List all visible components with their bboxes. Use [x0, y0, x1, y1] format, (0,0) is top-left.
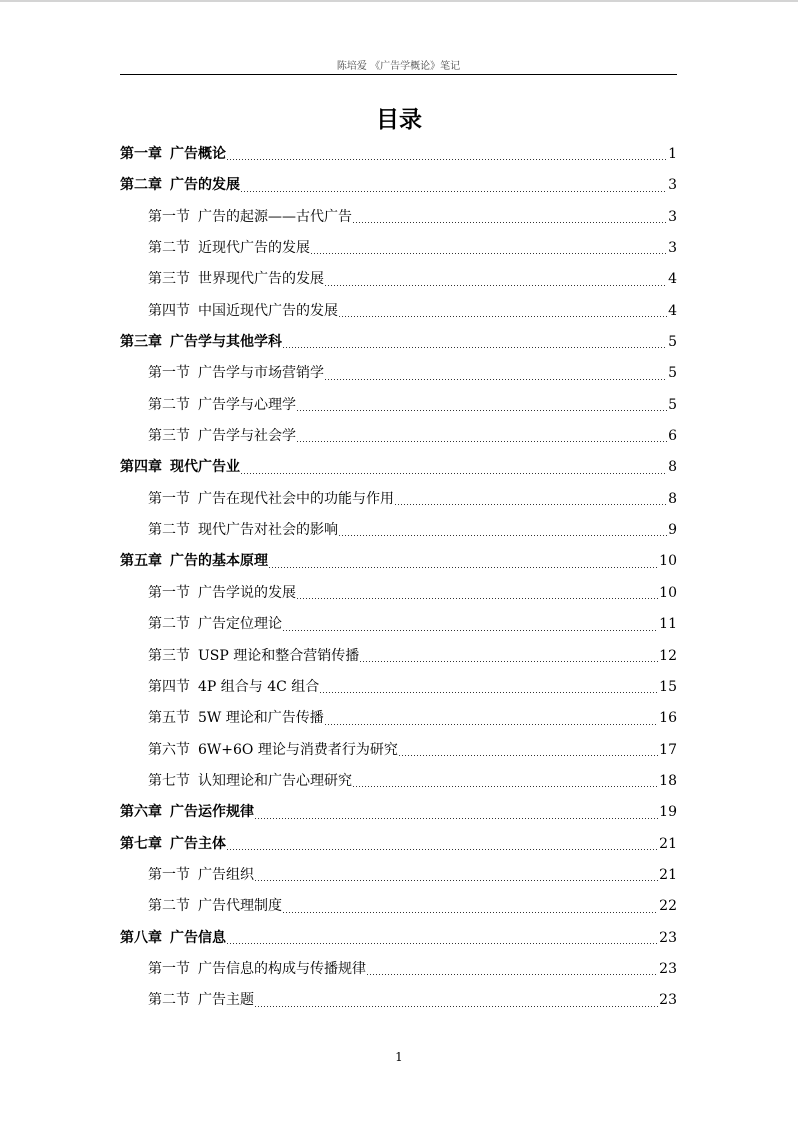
- toc-entry-page: 23: [659, 960, 677, 977]
- toc-chapter-entry[interactable]: [120, 923, 677, 954]
- toc-dot-leader: [311, 253, 667, 254]
- toc-entry-title: 广告学与市场营销学: [198, 365, 324, 382]
- toc-entry-number: 第二节: [148, 396, 190, 413]
- toc-dot-leader: [353, 222, 667, 223]
- toc-dot-leader: [255, 818, 658, 819]
- toc-entry-title: 广告运作规律: [170, 804, 254, 821]
- toc-entry-number: 第七章: [120, 835, 162, 852]
- running-header: 陈培爱 《广告学概论》笔记: [336, 61, 461, 72]
- toc-entry-title: 近现代广告的发展: [198, 240, 310, 257]
- toc-entry-number: 第一节: [148, 490, 190, 507]
- toc-entry-title: 广告的基本原理: [170, 553, 268, 570]
- toc-entry-number: 第二节: [148, 898, 190, 915]
- toc-entry-number: 第二节: [148, 240, 190, 257]
- toc-chapter-entry[interactable]: [120, 170, 677, 201]
- toc-entry-title: 广告信息: [170, 929, 226, 946]
- toc-dot-leader: [325, 724, 658, 725]
- toc-dot-leader: [283, 347, 667, 348]
- toc-entry-page: 4: [668, 271, 677, 288]
- toc-entry-page: 8: [668, 459, 677, 476]
- toc-section-entry[interactable]: [120, 735, 677, 766]
- toc-entry-page: 5: [668, 396, 677, 413]
- toc-entry-page: 19: [659, 804, 677, 821]
- toc-section-entry[interactable]: [120, 578, 677, 609]
- toc-section-entry[interactable]: [120, 421, 677, 452]
- toc-dot-leader: [283, 630, 658, 631]
- toc-dot-leader: [367, 974, 658, 975]
- toc-section-entry[interactable]: [120, 641, 677, 672]
- toc-dot-leader: [227, 159, 667, 160]
- toc-entry-title: 世界现代广告的发展: [198, 271, 324, 288]
- toc-entry-number: 第三章: [120, 334, 162, 351]
- toc-chapter-entry[interactable]: [120, 452, 677, 483]
- toc-entry-number: 第二节: [148, 992, 190, 1009]
- toc-chapter-entry[interactable]: [120, 327, 677, 358]
- toc-chapter-entry[interactable]: [120, 546, 677, 577]
- toc-section-entry[interactable]: [120, 609, 677, 640]
- toc-dot-leader: [227, 849, 658, 850]
- toc-dot-leader: [297, 410, 667, 411]
- toc-entry-page: 21: [659, 835, 677, 852]
- toc-entry-number: 第二章: [120, 177, 162, 194]
- toc-entry-page: 3: [668, 240, 677, 257]
- toc-entry-title: 中国近现代广告的发展: [198, 302, 338, 319]
- toc-entry-title: 广告学说的发展: [198, 584, 296, 601]
- toc-entry-title: 广告的起源——古代广告: [198, 208, 352, 225]
- toc-entry-number: 第六章: [120, 804, 162, 821]
- toc-entry-title: 现代广告对社会的影响: [198, 522, 338, 539]
- toc-entry-title: 4P 组合与 4C 组合: [198, 678, 320, 695]
- toc-list: [120, 139, 677, 1017]
- header-rule: [120, 74, 677, 75]
- toc-entry-title: 广告主体: [170, 835, 226, 852]
- toc-entry-page: 17: [659, 741, 677, 758]
- toc-dot-leader: [241, 473, 667, 474]
- toc-entry-page: 3: [668, 177, 677, 194]
- toc-chapter-entry[interactable]: [120, 797, 677, 828]
- toc-entry-title: 广告主题: [198, 992, 254, 1009]
- toc-section-entry[interactable]: [120, 296, 677, 327]
- toc-section-entry[interactable]: [120, 484, 677, 515]
- toc-section-entry[interactable]: [120, 515, 677, 546]
- toc-entry-page: 22: [659, 898, 677, 915]
- toc-entry-page: 10: [659, 553, 677, 570]
- toc-entry-number: 第一节: [148, 365, 190, 382]
- toc-entry-number: 第一节: [148, 208, 190, 225]
- toc-chapter-entry[interactable]: [120, 139, 677, 170]
- toc-entry-page: 3: [668, 208, 677, 225]
- toc-entry-number: 第三节: [148, 271, 190, 288]
- toc-dot-leader: [339, 535, 667, 536]
- toc-dot-leader: [399, 755, 658, 756]
- toc-entry-number: 第一章: [120, 146, 162, 162]
- toc-dot-leader: [339, 316, 667, 317]
- toc-section-entry[interactable]: [120, 703, 677, 734]
- toc-entry-number: 第四节: [148, 678, 190, 695]
- toc-entry-page: 18: [659, 772, 677, 789]
- page-number: 1: [395, 1050, 403, 1064]
- toc-section-entry[interactable]: [120, 358, 677, 389]
- toc-dot-leader: [297, 441, 667, 442]
- toc-entry-number: 第四章: [120, 459, 162, 476]
- toc-section-entry[interactable]: [120, 672, 677, 703]
- toc-dot-leader: [395, 504, 667, 505]
- toc-entry-number: 第一节: [148, 584, 190, 601]
- toc-entry-title: 广告概论: [170, 146, 226, 162]
- toc-section-entry[interactable]: [120, 233, 677, 264]
- toc-entry-title: 认知理论和广告心理研究: [198, 772, 352, 789]
- toc-entry-title: 5W 理论和广告传播: [198, 710, 324, 727]
- toc-section-entry[interactable]: [120, 766, 677, 797]
- toc-entry-title: 广告的发展: [170, 177, 240, 194]
- toc-dot-leader: [297, 598, 658, 599]
- toc-entry-page: 5: [668, 334, 677, 351]
- toc-entry-number: 第三节: [148, 428, 190, 445]
- toc-section-entry[interactable]: [120, 954, 677, 985]
- toc-entry-number: 第一节: [148, 866, 190, 883]
- toc-section-entry[interactable]: [120, 202, 677, 233]
- toc-entry-page: 10: [659, 584, 677, 601]
- toc-entry-number: 第二节: [148, 616, 190, 633]
- toc-entry-page: 8: [668, 490, 677, 507]
- page-top-edge: [0, 0, 798, 2]
- toc-dot-leader: [320, 692, 658, 693]
- toc-dot-leader: [269, 567, 658, 568]
- toc-entry-number: 第六节: [148, 741, 190, 758]
- toc-entry-title: 广告代理制度: [198, 898, 282, 915]
- toc-entry-title: USP 理论和整合营销传播: [198, 647, 360, 664]
- toc-dot-leader: [241, 191, 667, 192]
- toc-entry-page: 23: [659, 992, 677, 1009]
- toc-dot-leader: [283, 912, 658, 913]
- toc-entry-number: 第二节: [148, 522, 190, 539]
- toc-entry-page: 16: [659, 710, 677, 727]
- toc-section-entry[interactable]: [120, 860, 677, 891]
- toc-entry-page: 11: [659, 616, 677, 633]
- toc-entry-page: 1: [668, 146, 677, 162]
- toc-entry-number: 第八章: [120, 929, 162, 946]
- toc-entry-number: 第一节: [148, 960, 190, 977]
- toc-dot-leader: [325, 379, 667, 380]
- toc-entry-page: 5: [668, 365, 677, 382]
- toc-entry-number: 第四节: [148, 302, 190, 319]
- toc-entry-page: 12: [659, 647, 677, 664]
- toc-dot-leader: [255, 880, 658, 881]
- toc-entry-title: 广告学与其他学科: [170, 334, 282, 351]
- toc-section-entry[interactable]: [120, 264, 677, 295]
- toc-entry-title: 广告定位理论: [198, 616, 282, 633]
- toc-entry-page: 15: [659, 678, 677, 695]
- toc-entry-page: 6: [668, 428, 677, 445]
- toc-title: 目录: [376, 107, 422, 133]
- toc-entry-title: 6W+6O 理论与消费者行为研究: [198, 741, 398, 758]
- toc-entry-title: 广告信息的构成与传播规律: [198, 960, 366, 977]
- toc-dot-leader: [353, 786, 658, 787]
- toc-dot-leader: [227, 943, 658, 944]
- toc-entry-page: 21: [659, 866, 677, 883]
- toc-section-entry[interactable]: [120, 891, 677, 922]
- toc-dot-leader: [325, 285, 667, 286]
- toc-entry-page: 9: [668, 522, 677, 539]
- toc-entry-title: 广告在现代社会中的功能与作用: [198, 490, 394, 507]
- toc-entry-title: 广告学与心理学: [198, 396, 296, 413]
- toc-entry-title: 广告学与社会学: [198, 428, 296, 445]
- toc-entry-number: 第五章: [120, 553, 162, 570]
- toc-section-entry[interactable]: [120, 985, 677, 1016]
- toc-entry-page: 4: [668, 302, 677, 319]
- toc-dot-leader: [255, 1006, 658, 1007]
- toc-entry-number: 第三节: [148, 647, 190, 664]
- toc-entry-number: 第五节: [148, 710, 190, 727]
- toc-dot-leader: [360, 661, 658, 662]
- toc-section-entry[interactable]: [120, 390, 677, 421]
- toc-entry-page: 23: [659, 929, 677, 946]
- toc-chapter-entry[interactable]: [120, 829, 677, 860]
- toc-entry-number: 第七节: [148, 772, 190, 789]
- toc-entry-title: 现代广告业: [170, 459, 240, 476]
- toc-entry-title: 广告组织: [198, 866, 254, 883]
